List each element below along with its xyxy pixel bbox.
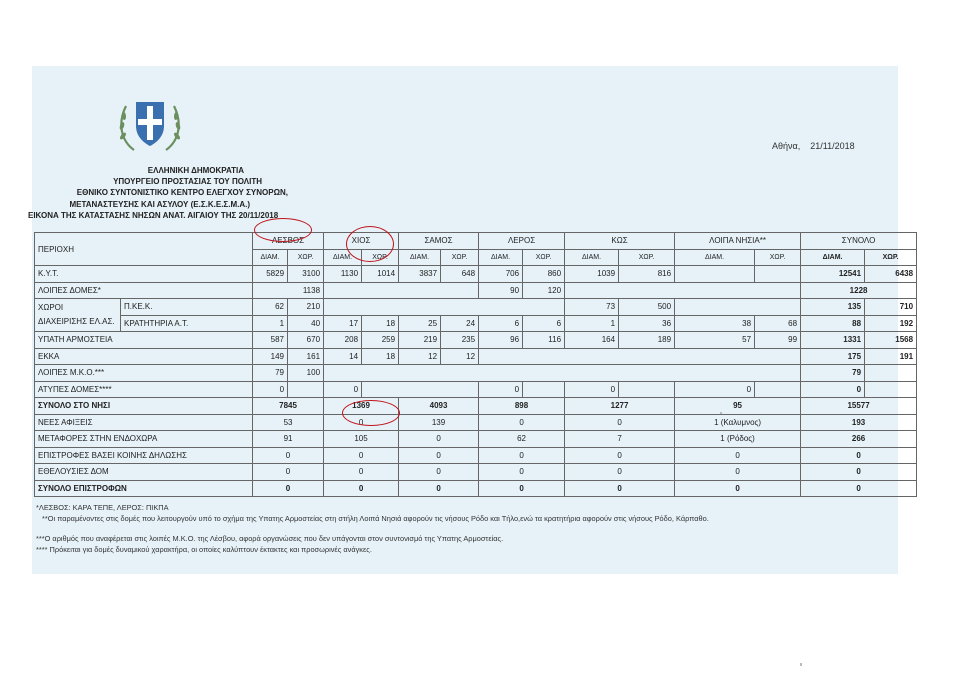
table-cell: 3100	[288, 266, 324, 283]
row-label-line: ΧΩΡΟΙ	[38, 303, 64, 312]
table-cell	[865, 365, 917, 382]
table-cell: 0	[565, 381, 619, 398]
table-cell: 0	[801, 464, 917, 481]
date-value: 21/11/2018	[810, 141, 855, 151]
table-row	[35, 332, 917, 349]
table-row	[35, 266, 917, 283]
table-cell: 0	[479, 447, 565, 464]
table-cell: 0	[479, 381, 523, 398]
table-cell: 40	[288, 315, 324, 332]
table-cell: 648	[441, 266, 479, 283]
table-cell: 0	[253, 464, 324, 481]
table-cell: 99	[755, 332, 801, 349]
table-cell	[619, 381, 675, 398]
table-cell: 0	[675, 480, 801, 497]
table-cell: 139	[399, 414, 479, 431]
table-cell: 100	[288, 365, 324, 382]
table-cell	[324, 365, 801, 382]
table-cell: 1277	[565, 398, 675, 415]
table-cell: 0	[565, 480, 675, 497]
sub-header: ΧΩΡ.	[619, 249, 675, 266]
table-cell: 6438	[865, 266, 917, 283]
table-row	[35, 348, 917, 365]
row-sublabel: Π.ΚΕ.Κ.	[121, 299, 253, 316]
table-cell: 0	[675, 464, 801, 481]
table-cell: 1130	[324, 266, 362, 283]
table-cell: 0	[479, 464, 565, 481]
table-cell: 0	[565, 414, 675, 431]
island-header: ΚΩΣ	[565, 233, 675, 250]
table-cell	[865, 381, 917, 398]
table-cell: 90	[479, 282, 523, 299]
table-cell	[479, 348, 801, 365]
table-cell: 0	[399, 480, 479, 497]
table-cell: 24	[441, 315, 479, 332]
island-header: ΧΙΟΣ	[324, 233, 399, 250]
table-row	[35, 480, 917, 497]
sub-header: ΔΙΑΜ.	[801, 249, 865, 266]
table-cell: 14	[324, 348, 362, 365]
row-label: ΣΥΝΟΛΟ ΕΠΙΣΤΡΟΦΩΝ	[35, 480, 253, 497]
table-cell: 0	[324, 381, 362, 398]
row-label: ΥΠΑΤΗ ΑΡΜΟΣΤΕΙΑ	[35, 332, 253, 349]
table-cell: 1	[565, 315, 619, 332]
table-cell: 500	[619, 299, 675, 316]
table-cell: 15577	[801, 398, 917, 415]
table-cell: 208	[324, 332, 362, 349]
table-cell: 706	[479, 266, 523, 283]
table-cell: 0	[324, 464, 399, 481]
row-label: ΣΥΝΟΛΟ ΣΤΟ ΝΗΣΙ	[35, 398, 253, 415]
table-cell: 12	[441, 348, 479, 365]
scan-speck	[720, 412, 722, 414]
table-cell: 0	[801, 447, 917, 464]
table-cell: 164	[565, 332, 619, 349]
table-cell: 235	[441, 332, 479, 349]
table-cell: 68	[755, 315, 801, 332]
header-center: ΕΘΝΙΚΟ ΣΥΝΤΟΝΙΣΤΙΚΟ ΚΕΝΤΡΟ ΕΛΕΓΧΟΥ ΣΥΝΟΡΩΝ,	[76, 188, 288, 198]
table-cell: 6	[523, 315, 565, 332]
table-cell: 62	[479, 431, 565, 448]
table-cell	[324, 282, 479, 299]
row-sublabel: ΚΡΑΤΗΤΗΡΙΑ Α.Τ.	[121, 315, 253, 332]
hellenic-republic-emblem-icon	[114, 92, 186, 156]
sub-header: ΔΙΑΜ.	[324, 249, 362, 266]
table-cell: 12	[399, 348, 441, 365]
row-label: ΕΠΙΣΤΡΟΦΕΣ ΒΑΣΕΙ ΚΟΙΝΗΣ ΔΗΛΩΣΗΣ	[35, 447, 253, 464]
table-row	[35, 365, 917, 382]
row-label: ΛΟΙΠΕΣ Μ.Κ.Ο.***	[35, 365, 253, 382]
table-cell: 175	[801, 348, 865, 365]
table-cell: 79	[253, 365, 288, 382]
sub-header: ΧΩΡ.	[288, 249, 324, 266]
header-title: ΕΙΚΟΝΑ ΤΗΣ ΚΑΤΑΣΤΑΣΗΣ ΝΗΣΩΝ ΑΝΑΤ. ΑΙΓΑΙΟΥ ΤΗΣ 20/11/2018	[28, 210, 279, 220]
header-ministry: ΥΠΟΥΡΓΕΙΟ ΠΡΟΣΤΑΣΙΑΣ ΤΟΥ ΠΟΛΙΤΗ	[113, 177, 262, 187]
table-cell: 0	[399, 464, 479, 481]
table-cell: 816	[619, 266, 675, 283]
table-cell: 36	[619, 315, 675, 332]
table-cell: 0	[253, 381, 288, 398]
region-header: ΠΕΡΙΟΧΗ	[35, 233, 253, 266]
table-cell: 161	[288, 348, 324, 365]
table-cell: 1228	[801, 282, 917, 299]
table-cell: 1 (Ρόδος)	[675, 431, 801, 448]
table-row	[35, 447, 917, 464]
table-cell: 38	[675, 315, 755, 332]
table-cell: 73	[565, 299, 619, 316]
row-label: ΝΕΕΣ ΑΦΙΞΕΙΣ	[35, 414, 253, 431]
table-cell: 95	[675, 398, 801, 415]
table-cell	[755, 381, 801, 398]
table-cell: 0	[565, 447, 675, 464]
table-cell: 120	[523, 282, 565, 299]
table-cell: 266	[801, 431, 917, 448]
table-cell: 0	[675, 381, 755, 398]
table-cell: 135	[801, 299, 865, 316]
sub-header: ΧΩΡ.	[362, 249, 399, 266]
row-label: ΛΟΙΠΕΣ ΔΟΜΕΣ*	[35, 282, 253, 299]
row-label: ΕΚΚΑ	[35, 348, 253, 365]
table-cell	[755, 266, 801, 283]
table-cell: 4093	[399, 398, 479, 415]
table-cell	[324, 299, 565, 316]
row-label: ΕΘΕΛΟΥΣΙΕΣ ΔΟΜ	[35, 464, 253, 481]
table-cell: 149	[253, 348, 288, 365]
table-cell: 5829	[253, 266, 288, 283]
table-cell: 1 (Καλυμνος)	[675, 414, 801, 431]
table-cell	[288, 381, 324, 398]
sub-header: ΧΩΡ.	[865, 249, 917, 266]
table-row	[35, 464, 917, 481]
table-cell: 96	[479, 332, 523, 349]
island-header: ΛΟΙΠΑ ΝΗΣΙΑ**	[675, 233, 801, 250]
sub-header: ΧΩΡ.	[523, 249, 565, 266]
table-cell: 0	[675, 447, 801, 464]
table-cell: 18	[362, 348, 399, 365]
table-cell: 0	[479, 414, 565, 431]
table-cell: 670	[288, 332, 324, 349]
footnote: ***Ο αριθμός που αναφέρεται στις λοιπές Μ.Κ.Ο. της Λέσβου, αφορά οργανώσεις που δεν υπάγονται στον συντονισμό της Υπατης Αρμοστείας.	[36, 534, 504, 543]
table-cell: 1039	[565, 266, 619, 283]
sub-header: ΧΩΡ.	[755, 249, 801, 266]
table-cell: 0	[479, 480, 565, 497]
table-cell: 12541	[801, 266, 865, 283]
table-cell: 860	[523, 266, 565, 283]
status-table	[34, 232, 917, 497]
table-cell: 0	[253, 480, 324, 497]
table-cell: 0	[801, 381, 865, 398]
row-label: ΑΤΥΠΕΣ ΔΟΜΕΣ****	[35, 381, 253, 398]
table-cell: 191	[865, 348, 917, 365]
row-label: Κ.Υ.Τ.	[35, 266, 253, 283]
table-cell: 898	[479, 398, 565, 415]
island-header: ΛΕΡΟΣ	[479, 233, 565, 250]
table-cell: 0	[399, 431, 479, 448]
row-label: ΜΕΤΑΦΟΡΕΣ ΣΤΗΝ ΕΝΔΟΧΩΡΑ	[35, 431, 253, 448]
table-row	[35, 414, 917, 431]
table-row	[35, 282, 917, 299]
table-cell: 219	[399, 332, 441, 349]
sub-header: ΔΙΑΜ.	[253, 249, 288, 266]
table-cell: 1568	[865, 332, 917, 349]
table-cell: 57	[675, 332, 755, 349]
island-header: ΣΥΝΟΛΟ	[801, 233, 917, 250]
table-cell: 210	[288, 299, 324, 316]
table-cell: 25	[399, 315, 441, 332]
footnotes	[36, 502, 709, 555]
table-cell: 7	[565, 431, 675, 448]
table-cell: 0	[565, 464, 675, 481]
table-cell: 0	[801, 480, 917, 497]
table-cell: 710	[865, 299, 917, 316]
table-cell: 0	[399, 447, 479, 464]
table-cell: 0	[253, 447, 324, 464]
table-cell: 105	[324, 431, 399, 448]
sub-header: ΔΙΑΜ.	[675, 249, 755, 266]
table-cell: 3837	[399, 266, 441, 283]
table-row	[35, 398, 917, 415]
table-cell: 0	[324, 480, 399, 497]
table-cell: 91	[253, 431, 324, 448]
table-cell: 587	[253, 332, 288, 349]
table-cell	[523, 381, 565, 398]
header-republic: ΕΛΛΗΝΙΚΗ ΔΗΜΟΚΡΑΤΙΑ	[147, 166, 244, 175]
table-row	[35, 315, 917, 332]
table-cell	[675, 299, 801, 316]
table-cell: 1331	[801, 332, 865, 349]
table-cell: 259	[362, 332, 399, 349]
table-row	[35, 381, 917, 398]
table-cell	[565, 282, 801, 299]
table-cell	[675, 266, 755, 283]
table-cell: 116	[523, 332, 565, 349]
table-cell: 192	[865, 315, 917, 332]
table-cell: 0	[324, 414, 399, 431]
date-place: Αθήνα,	[772, 141, 801, 151]
table-cell: 1014	[362, 266, 399, 283]
sub-header: ΔΙΑΜ.	[565, 249, 619, 266]
row-label-line: ΔΙΑΧΕΙΡΙΣΗΣ ΕΛ.ΑΣ.	[38, 317, 115, 326]
table-cell: 1	[253, 315, 288, 332]
table-cell: 88	[801, 315, 865, 332]
scan-speck	[800, 663, 802, 666]
table-cell: 193	[801, 414, 917, 431]
document-date	[772, 141, 855, 151]
footnote: *ΛΕΣΒΟΣ: ΚΑΡΑ ΤΕΠΕ, ΛΕΡΟΣ: ΠΙΚΠΑ	[36, 503, 169, 512]
table-cell: 0	[324, 447, 399, 464]
table-cell: 18	[362, 315, 399, 332]
table-cell: 62	[253, 299, 288, 316]
table-cell: 17	[324, 315, 362, 332]
island-header: ΣΑΜΟΣ	[399, 233, 479, 250]
table-cell: 79	[801, 365, 865, 382]
table-cell	[362, 381, 479, 398]
document-header	[0, 165, 312, 221]
table-cell: 7845	[253, 398, 324, 415]
table-row	[35, 431, 917, 448]
table-cell: 189	[619, 332, 675, 349]
footnote: **** Πρόκειται για δομές δυναμικού χαρακτήρα, οι οποίες καλύπτουν έκτακτες και προσωρινές ανάγκες.	[36, 545, 372, 554]
sub-header: ΧΩΡ.	[441, 249, 479, 266]
header-center-abbr: ΜΕΤΑΝΑΣΤΕΥΣΗΣ ΚΑΙ ΑΣΥΛΟΥ (Ε.Σ.Κ.Ε.Σ.Μ.Α.)	[69, 199, 250, 209]
table-header-row	[35, 233, 917, 250]
table-cell: 1369	[324, 398, 399, 415]
row-label	[35, 299, 121, 332]
table-cell: 53	[253, 414, 324, 431]
table-cell: 1138	[253, 282, 324, 299]
sub-header: ΔΙΑΜ.	[479, 249, 523, 266]
table-row	[35, 299, 917, 316]
footnote: **Οι παραμένοντες στις δομές που λειτουργούν υπό το σχήμα της Υπατης Αρμοστείας στη στήλη Λοιπά Νησιά αφορούν τις νήσους Ρόδο και Τήλο,ενώ τα κρατητήρια αφορούν στις νήσους Ρόδο, Κάρπαθο.	[42, 514, 709, 523]
island-header: ΛΕΣΒΟΣ	[253, 233, 324, 250]
table-cell: 6	[479, 315, 523, 332]
sub-header: ΔΙΑΜ.	[399, 249, 441, 266]
